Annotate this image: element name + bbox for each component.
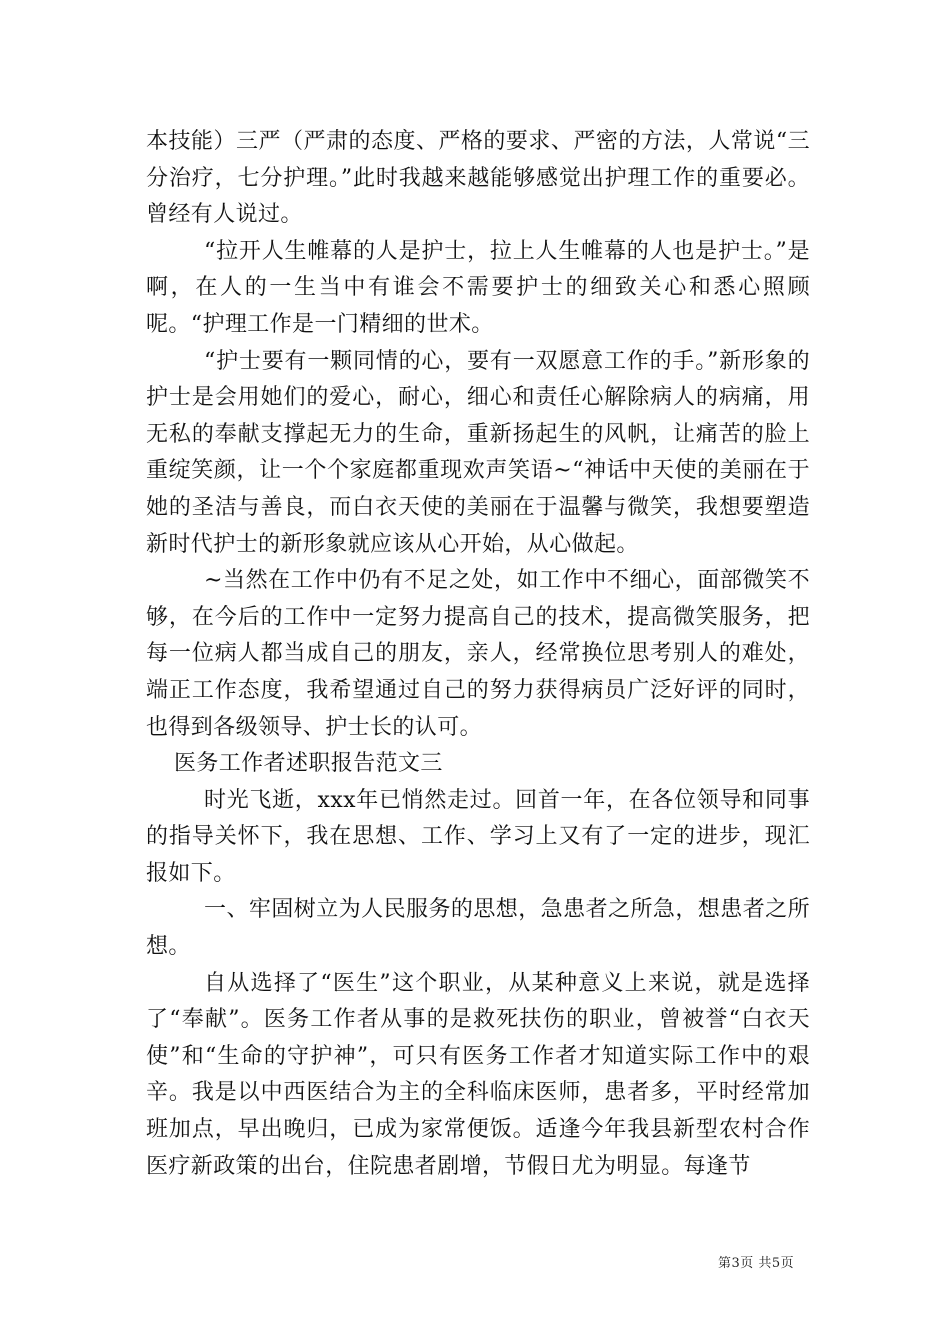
paragraph-new-image-nurse: “护士要有一颗同情的心，要有一双愿意工作的手。”新形象的护士是会用她们的爱心，耐心，细心和责任心解除病人的病痛，用无私的奉献支撑起无力的生命，重新扬起生的风帆，让痛苦的脸上重绽笑颜，让一个个家庭都重现欢声笑语~“神话中天使的美丽在于她的圣洁与善良，而白衣天使的美丽在于温馨与微笑，我想要塑造新时代护士的新形象就应该从心开始，从心做起。 xyxy=(146,348,810,557)
document-body xyxy=(146,124,810,1185)
paragraph-point-one: 一、牢固树立为人民服务的思想，急患者之所急，想患者之所想。 xyxy=(146,897,810,960)
paragraph-shortcomings: ~当然在工作中仍有不足之处，如工作中不细心，面部微笑不够，在今后的工作中一定努力提高自己的技术，提高微笑服务，把每一位病人都当成自己的朋友，亲人，经常换位思考别人的难处，端正工作态度，我希望通过自己的努力获得病员广泛好评的同时，也得到各级领导、护士长的认可。 xyxy=(146,568,810,740)
paragraph-nurse-quote: “拉开人生帷幕的人是护士，拉上人生帷幕的人也是护士。”是啊，在人的一生当中有谁会不需要护士的细致关心和悉心照顾呢。“护理工作是一门精细的世术。 xyxy=(146,238,810,337)
paragraph-skills-continuation: 本技能）三严（严肃的态度、严格的要求、严密的方法，人常说“三分治疗，七分护理。”此时我越来越能够感觉出护理工作的重要必。曾经有人说过。 xyxy=(146,129,810,228)
paragraph-doctor-career: 自从选择了“医生”这个职业，从某种意义上来说，就是选择了“奉献”。医务工作者从事的是救死扶伤的职业，曾被誉“白衣天使”和“生命的守护神”，可只有医务工作者才知道实际工作中的艰辛。我是以中西医结合为主的全科临床医师，患者多，平时经常加班加点，早出晚归，已成为家常便饭。适逢今年我县新型农村合作医疗新政策的出台，住院患者剧增，节假日尤为明显。每逢节 xyxy=(146,970,810,1179)
section-heading: 医务工作者述职报告范文三 xyxy=(174,751,443,777)
page-number-footer: 第3页 共5页 xyxy=(718,1256,795,1271)
paragraph-year-review: 时光飞逝，xxx年已悄然走过。回首一年，在各位领导和同事的指导关怀下，我在思想、工作、学习上又有了一定的进步，现汇报如下。 xyxy=(146,787,810,886)
